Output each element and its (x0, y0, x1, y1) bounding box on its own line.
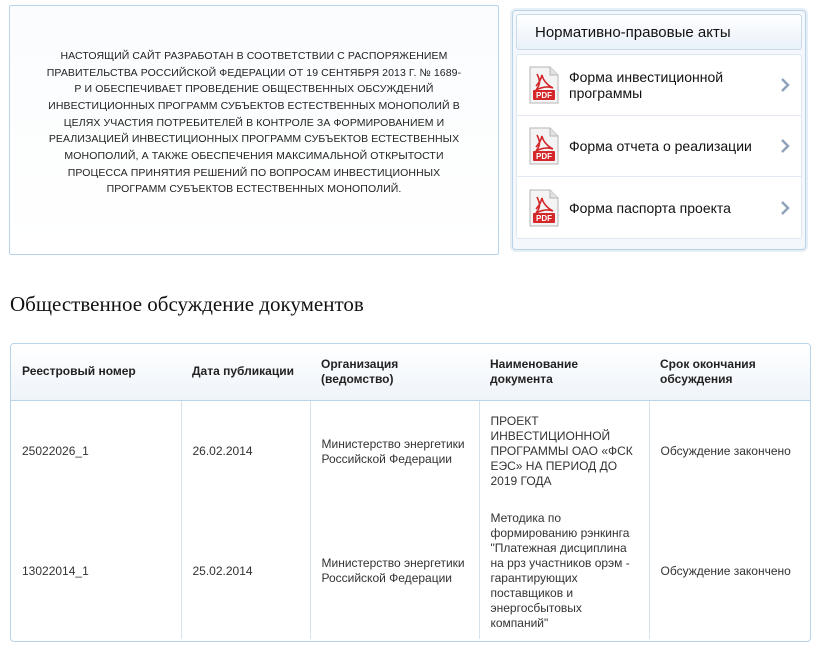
header-reg-number[interactable]: Реестровый номер (11, 344, 181, 400)
cell-publish-date: 26.02.2014 (181, 400, 310, 503)
cell-reg-number: 25022026_1 (22, 444, 89, 459)
header-organization[interactable]: Организация (ведомство) (310, 344, 479, 400)
cell-reg-number: 13022014_1 (22, 563, 89, 578)
section-title: Общественное обсуждение документов (10, 292, 364, 316)
cell-organization: Министерство энергетики Российской Федерации (310, 503, 479, 639)
cell-deadline: Обсуждение закончено (649, 503, 811, 639)
pdf-icon (529, 189, 559, 227)
acts-title: Нормативно-правовые акты (516, 14, 802, 50)
svg-text:PDF: PDF (536, 213, 552, 223)
act-item-project-passport[interactable] (517, 177, 801, 238)
act-item-report-form[interactable] (517, 116, 801, 177)
pdf-icon (529, 127, 559, 165)
info-box (9, 5, 499, 255)
header-deadline[interactable]: Срок окончания обсуждения (649, 344, 811, 400)
cell-publish-date: 25.02.2014 (181, 503, 310, 639)
cell-organization: Министерство энергетики Российской Федерации (310, 400, 479, 503)
svg-text:PDF: PDF (536, 91, 552, 100)
chevron-right-icon (779, 137, 791, 155)
chevron-right-icon (779, 76, 791, 94)
info-text: НАСТОЯЩИЙ САЙТ РАЗРАБОТАН В СООТВЕТСТВИИ С РАСПОРЯЖЕНИЕМ ПРАВИТЕЛЬСТВА РОССИЙСКОЙ ФЕДЕРАЦИИ ОТ 19 СЕНТЯБРЯ 2013 Г. № 1689-Р И ОБЕСПЕЧИВАЕТ ПРОВЕДЕНИЕ ОБЩЕСТВЕННЫХ ОБСУЖДЕНИЙ ИНВЕСТИЦИОННЫХ ПРОГРАММ СУБЪЕКТОВ ЕСТЕСТВЕННЫХ МОНОПОЛИЙ В ЦЕЛЯХ УЧАСТИЯ ПОТРЕБИТЕЛЕЙ В КОНТРОЛЕ ЗА ФОРМИРОВАНИЕМ И РЕАЛИЗАЦИЕЙ ИНВЕСТИЦИОННЫХ ПРОГРАММ СУБЪЕКТОВ ЕСТЕСТВЕННЫХ МОНОПОЛИЙ, А ТАКЖЕ ОБЕСПЕЧЕНИЯ МАКСИМАЛЬНОЙ ОТКРЫТОСТИ ПРОЦЕССА ПРИНЯТИЯ РЕШЕНИЙ ПО ВОПРОСАМ ИНВЕСТИЦИОННЫХ ПРОГРАММ СУБЪЕКТОВ ЕСТЕСТВЕННЫХ МОНОПОЛИЙ. (46, 49, 462, 196)
cell-document-name-link[interactable]: Методика по формированию рэнкинга "Платежная дисциплина на ррз участников орэм - гарантирующих поставщиков и энергосбытовых компаний" (479, 503, 649, 639)
acts-panel (512, 10, 806, 250)
table-row[interactable] (11, 400, 811, 503)
act-label: Форма инвестиционной программы (569, 69, 724, 101)
cell-deadline: Обсуждение закончено (649, 400, 811, 503)
acts-list (516, 54, 802, 239)
act-item-investment-program[interactable] (517, 55, 801, 116)
svg-text:PDF: PDF (536, 152, 552, 161)
table-row[interactable] (11, 503, 811, 639)
header-document-name[interactable]: Наименование документа (479, 344, 649, 400)
chevron-right-icon (779, 199, 791, 217)
act-label: Форма паспорта проекта (569, 199, 731, 216)
table-header-row (11, 344, 811, 400)
cell-document-name-link[interactable]: ПРОЕКТ ИНВЕСТИЦИОННОЙ ПРОГРАММЫ ОАО «ФСК ЕЭС» НА ПЕРИОД ДО 2019 ГОДА (479, 400, 649, 503)
documents-table (10, 343, 811, 642)
pdf-icon (529, 66, 559, 104)
header-publish-date[interactable]: Дата публикации (181, 344, 310, 400)
act-label: Форма отчета о реализации (569, 138, 752, 154)
